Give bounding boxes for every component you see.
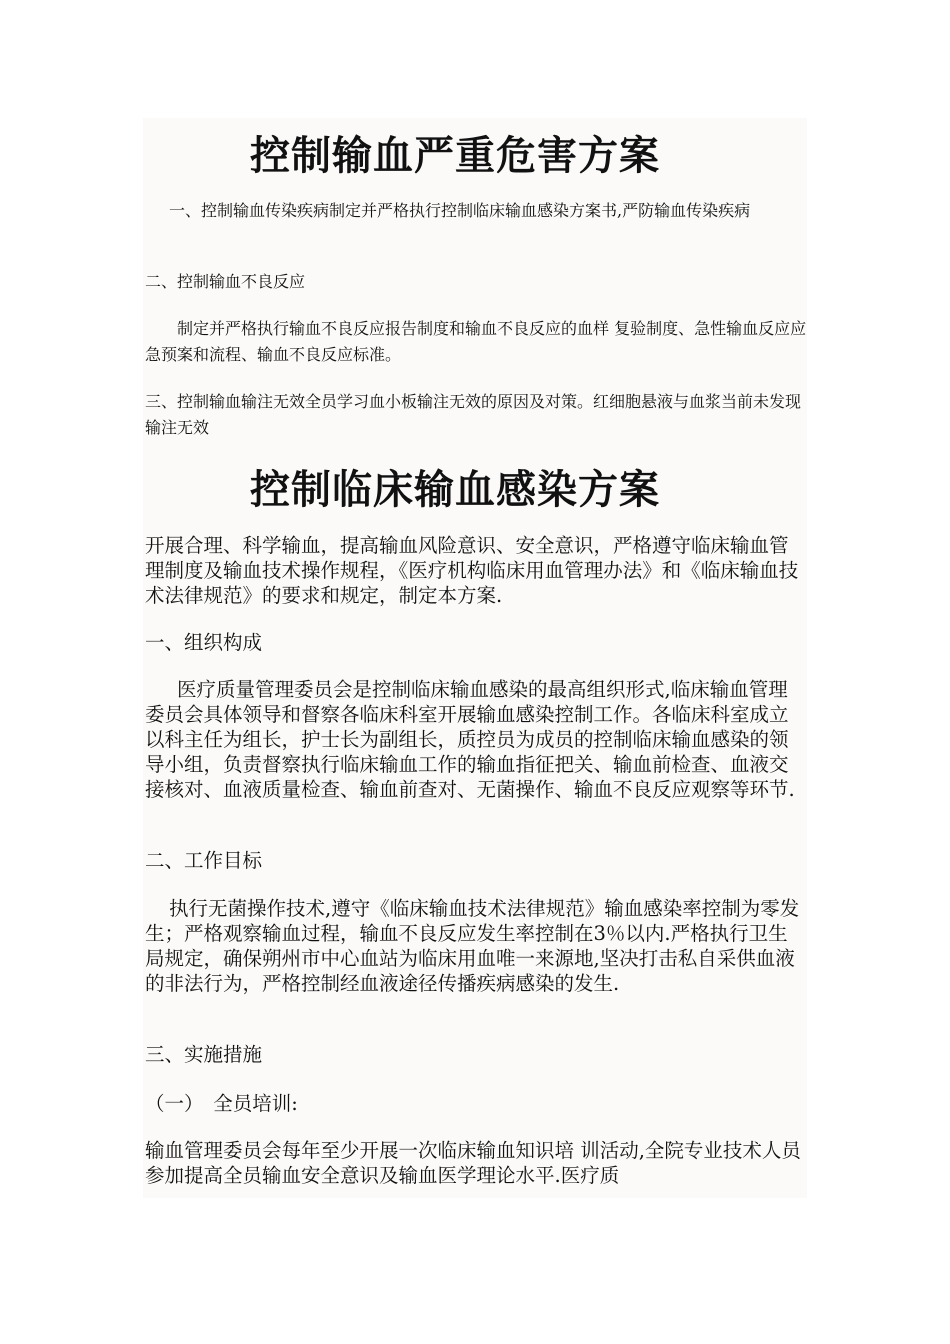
paragraph-staff-training: 输血管理委员会每年至少开展一次临床输血知识培 训活动,全院专业技术人员参加提高全员输血安全意识及输血医学理论水平.医疗质 (145, 1139, 801, 1187)
subsection-staff-training: （一） 全员培训: (145, 1092, 298, 1115)
paragraph-infectious-disease-control: 一、控制输血传染疾病制定并严格执行控制临床输血感染方案书,严防输血传染疾病 (169, 201, 751, 220)
section-implementation: 三、实施措施 (145, 1043, 263, 1066)
section-work-goals: 二、工作目标 (145, 849, 263, 872)
paragraph-introduction: 开展合理、科学输血，提高输血风险意识、安全意识，严格遵守临床输血管理制度及输血技术操作规程，《医疗机构临床用血管理办法》和《临床输血技术法律规范》的要求和规定，制定本方案. (145, 534, 799, 607)
paragraph-transfusion-ineffective: 三、控制输血输注无效全员学习血小板输注无效的原因及对策。红细胞悬液与血浆当前未发现输注无效 (145, 392, 802, 437)
section-organization: 一、组织构成 (145, 631, 263, 654)
paragraph-organization: 医疗质量管理委员会是控制临床输血感染的最高组织形式,临床输血管理委员会具体领导和督察各临床科室开展输血感染控制工作。各临床科室成立以科主任为组长，护士长为副组长，质控员为成员的控制临床输血感染的领导小组，负责督察执行临床输血工作的输血指征把关、输血前检查、血液交接核对、血液质量检查、输血前查对、无菌操作、输血不良反应观察等环节. (145, 678, 795, 801)
paragraph-adverse-reaction-system: 制定并严格执行输血不良反应报告制度和输血不良反应的血样 复验制度、急性输血反应应急预案和流程、输血不良反应标准。 (145, 319, 807, 364)
title-clinical-transfusion-infection: 控制临床输血感染方案 (250, 466, 660, 513)
paragraph-work-goals: 执行无菌操作技术,遵守《临床输血技术法律规范》输血感染率控制为零发生；严格观察输血过程，输血不良反应发生率控制在3％以内.严格执行卫生局规定，确保朔州市中心血站为临床用血唯一来源地,坚决打击私自采供血液的非法行为，严格控制经血液途径传播疾病感染的发生. (145, 897, 800, 995)
title-severe-transfusion-hazard: 控制输血严重危害方案 (250, 132, 660, 179)
heading-adverse-reaction-control: 二、控制输血不良反应 (145, 272, 306, 291)
